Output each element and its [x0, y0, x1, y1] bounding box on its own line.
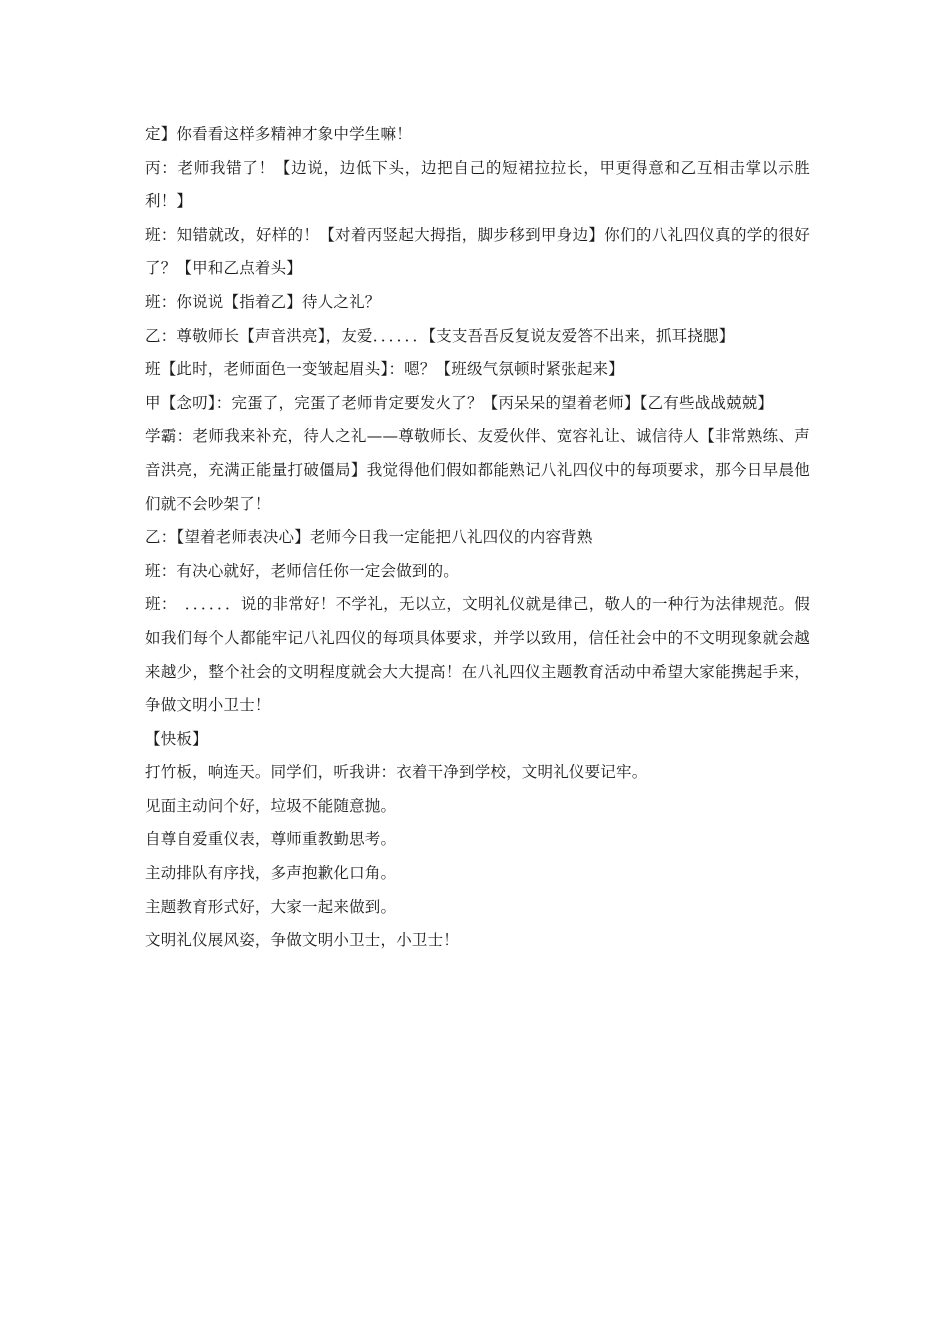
verse-line: 主题教育形式好，大家一起来做到。 — [145, 897, 397, 916]
verse-line: 主动排队有序找，多声抱歉化口角。 — [145, 864, 397, 883]
paragraph: 丙：老师我错了！【边说，边低下头，边把自己的短裙拉拉长，甲更得意和乙互相击掌以示胜利！】 — [145, 158, 810, 211]
paragraph: 班： ．．．．．．说的非常好！不学礼，无以立，文明礼仪就是律己，敬人的一种行为法律规范。假如我们每个人都能牢记八礼四仪的每项具体要求，并学以致用，信任社会中的不文明现象就会越来越少，整个社会的文明程度就会大大提高！在八礼四仪主题教育活动中希望大家能携起手来，争做文明小卫士！ — [145, 595, 810, 715]
paragraph: 乙：【望着老师表决心】老师今日我一定能把八礼四仪的内容背熟 — [145, 528, 593, 547]
verse-line: 打竹板，响连天。同学们，听我讲：衣着干净到学校，文明礼仪要记牢。 — [145, 763, 648, 782]
verse-line: 文明礼仪展风姿，争做文明小卫士，小卫士！ — [145, 931, 460, 950]
paragraph: 班：知错就改，好样的！【对着丙竖起大拇指，脚步移到甲身边】你们的八礼四仪真的学的很好了？【甲和乙点着头】 — [145, 225, 810, 278]
document-body — [145, 118, 810, 958]
paragraph: 乙：尊敬师长【声音洪亮】，友爱．．．．．．【支支吾吾反复说友爱答不出来，抓耳挠腮】 — [145, 326, 735, 345]
paragraph: 定】你看看这样多精神才象中学生嘛！ — [145, 125, 412, 143]
verse-line: 见面主动问个好，垃圾不能随意抛。 — [145, 796, 397, 815]
verse-line: 自尊自爱重仪表，尊师重教勤思考。 — [145, 830, 397, 849]
paragraph: 班：你说说【指着乙】待人之礼？ — [145, 292, 381, 311]
paragraph: 甲【念叨】：完蛋了，完蛋了老师肯定要发火了？【丙呆呆的望着老师】【乙有些战战兢兢】 — [145, 393, 774, 412]
paragraph: 班：有决心就好，老师信任你一定会做到的。 — [145, 561, 460, 580]
paragraph: 学霸：老师我来补充，待人之礼——尊敬师长、友爱伙伴、宽容礼让、诚信待人【非常熟练、声音洪亮，充满正能量打破僵局】我觉得他们假如都能熟记八礼四仪中的每项要求，那今日早晨他们就不会吵架了！ — [145, 427, 810, 513]
paragraph: 班【此时，老师面色一变皱起眉头】：嗯？【班级气氛顿时紧张起来】 — [145, 360, 624, 379]
section-heading: 【快板】 — [145, 729, 208, 748]
